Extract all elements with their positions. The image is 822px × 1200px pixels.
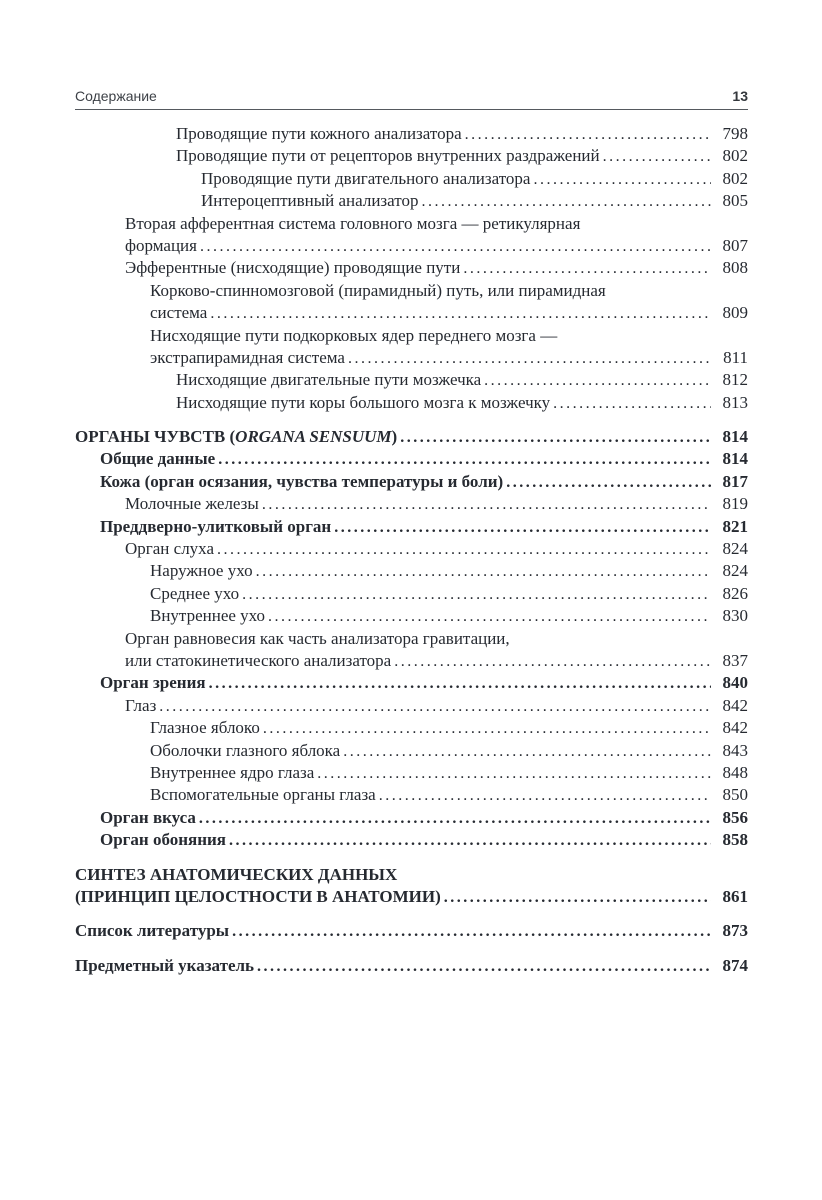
toc-entry-label: Орган вкуса — [100, 807, 196, 827]
toc-row — [75, 516, 748, 538]
toc-row — [75, 560, 748, 582]
toc-row — [75, 864, 748, 886]
toc-row — [75, 471, 748, 493]
toc-row — [75, 784, 748, 806]
toc-page-number: 811 — [723, 347, 748, 367]
toc-page-number: 861 — [722, 886, 748, 906]
toc-dot-leader — [200, 235, 711, 258]
toc-entry-label: система — [150, 303, 208, 323]
toc-entry-label: Вторая афферентная система головного мозга — ретикулярная — [125, 213, 581, 233]
toc-entry-label: ОРГАНЫ ЧУВСТВ ( — [75, 427, 236, 447]
toc-row — [75, 583, 748, 605]
toc-dot-leader — [465, 123, 711, 146]
toc-page-number: 873 — [722, 921, 748, 941]
toc-row — [75, 190, 748, 212]
toc-entry-label: (ПРИНЦИП ЦЕЛОСТНОСТИ В АНАТОМИИ) — [75, 886, 441, 906]
toc-entry-label: Наружное ухо — [150, 561, 253, 581]
toc-page-number: 848 — [722, 762, 748, 782]
toc-page-number: 843 — [722, 740, 748, 760]
toc-dot-leader — [217, 538, 711, 561]
toc-dot-leader — [334, 516, 711, 539]
toc-entry-label: экстрапирамидная система — [150, 347, 345, 367]
toc-row — [75, 886, 748, 908]
toc-row — [75, 672, 748, 694]
toc-dot-leader — [257, 955, 711, 978]
toc-entry-label: ) — [391, 427, 398, 447]
toc-dot-leader — [229, 829, 711, 852]
toc-entry-label: Вспомогательные органы глаза — [150, 785, 376, 805]
toc-dot-leader — [400, 426, 711, 449]
toc-dot-leader — [553, 392, 711, 415]
toc-row — [75, 257, 748, 279]
toc-page-number: 821 — [722, 516, 748, 536]
toc-row — [75, 762, 748, 784]
toc-entry-label: Среднее ухо — [150, 583, 240, 603]
toc-dot-leader — [421, 190, 711, 213]
toc-entry-label: Орган обоняния — [100, 830, 226, 850]
toc-dot-leader — [263, 717, 711, 740]
toc-entry-label: Кожа (орган осязания, чувства температуры и боли) — [100, 471, 504, 491]
toc-row — [75, 369, 748, 391]
toc-dot-leader — [484, 369, 711, 392]
toc-row — [75, 829, 748, 851]
toc-page-number: 814 — [722, 449, 748, 469]
toc-page-number: 840 — [722, 673, 748, 693]
toc-entry-label: Глазное яблоко — [150, 718, 260, 738]
toc-row — [75, 213, 748, 235]
toc-row — [75, 695, 748, 717]
toc-dot-leader — [444, 886, 711, 909]
toc-page-number: 824 — [722, 561, 748, 581]
toc-dot-leader — [256, 560, 711, 583]
toc-dot-leader — [209, 672, 711, 695]
toc-row — [75, 392, 748, 414]
toc-entry-label: СИНТЕЗ АНАТОМИЧЕСКИХ ДАННЫХ — [75, 864, 398, 884]
toc-page-number: 807 — [722, 235, 748, 255]
toc-page-number: 826 — [722, 583, 748, 603]
toc-page-number: 837 — [722, 650, 748, 670]
toc-row — [75, 280, 748, 302]
toc-entry-label: Нисходящие пути коры большого мозга к мозжечку — [176, 392, 551, 412]
toc-dot-leader — [533, 168, 711, 191]
toc-row — [75, 347, 748, 369]
toc-entry-label: Список литературы — [75, 921, 230, 941]
toc-dot-leader — [317, 762, 711, 785]
toc-page-number: 805 — [722, 191, 748, 211]
toc-dot-leader — [159, 695, 711, 718]
toc-entry-label: Проводящие пути двигательного анализатора — [201, 168, 531, 188]
toc-dot-leader — [242, 583, 711, 606]
toc-page-number: 802 — [722, 146, 748, 166]
toc-dot-leader — [379, 784, 711, 807]
toc-page-number: 842 — [722, 718, 748, 738]
toc-entry-label: Преддверно-улитковый орган — [100, 516, 332, 536]
toc-entry-label: Проводящие пути от рецепторов внутренних раздражений — [176, 146, 600, 166]
toc-dot-leader — [232, 920, 711, 943]
toc-page-number: 850 — [722, 785, 748, 805]
toc-entry-label: Интероцептивный анализатор — [201, 191, 419, 211]
toc-dot-leader — [506, 471, 711, 494]
toc-dot-leader — [210, 302, 711, 325]
toc-entry-label: Проводящие пути кожного анализатора — [176, 124, 462, 143]
toc-entry-label: Оболочки глазного яблока — [150, 740, 341, 760]
toc-row — [75, 145, 748, 167]
toc-dot-leader — [268, 605, 711, 628]
toc-entry-label: формация — [125, 235, 197, 255]
toc-entry-label: Эфферентные (нисходящие) проводящие пути — [125, 258, 461, 278]
toc-entry-latin-term: ORGANA SENSUUM — [235, 427, 392, 447]
header-rule — [75, 109, 748, 110]
toc-page-number: 798 — [722, 124, 748, 143]
toc-dot-leader — [343, 740, 711, 763]
toc-dot-leader — [348, 347, 711, 370]
toc-entry-label: Общие данные — [100, 449, 216, 469]
toc-dot-leader — [394, 650, 711, 673]
toc-dot-leader — [463, 257, 711, 280]
table-of-contents — [75, 123, 748, 977]
toc-row — [75, 235, 748, 257]
toc-row — [75, 955, 748, 977]
toc-entry-label: Корково-спинномозговой (пирамидный) путь, или пирамидная — [150, 280, 606, 300]
toc-entry-label: Внутреннее ядро глаза — [150, 762, 315, 782]
toc-entry-label: Внутреннее ухо — [150, 606, 266, 626]
toc-row — [75, 448, 748, 470]
toc-row — [75, 538, 748, 560]
toc-row — [75, 325, 748, 347]
toc-entry-label: Орган слуха — [125, 539, 214, 559]
toc-dot-leader — [603, 145, 711, 168]
toc-row — [75, 650, 748, 672]
page-content — [75, 88, 748, 977]
toc-row — [75, 740, 748, 762]
toc-entry-label: Предметный указатель — [75, 955, 255, 975]
toc-dot-leader — [218, 448, 711, 471]
toc-dot-leader — [262, 493, 711, 516]
toc-row — [75, 717, 748, 739]
toc-row — [75, 807, 748, 829]
toc-page-number: 808 — [722, 258, 748, 278]
toc-page-number: 812 — [722, 370, 748, 390]
toc-page-number: 817 — [722, 471, 748, 491]
toc-page-number: 802 — [722, 168, 748, 188]
toc-entry-label: Глаз — [125, 695, 157, 715]
toc-row — [75, 493, 748, 515]
toc-row — [75, 920, 748, 942]
toc-row — [75, 168, 748, 190]
toc-row — [75, 628, 748, 650]
toc-entry-label: Орган зрения — [100, 673, 206, 693]
toc-page-number: 830 — [722, 606, 748, 626]
header-page-number: 13 — [732, 88, 748, 104]
toc-page-number: 819 — [722, 494, 748, 514]
toc-page-number: 874 — [722, 955, 748, 975]
toc-page-number: 824 — [722, 539, 748, 559]
toc-page-number: 809 — [722, 303, 748, 323]
toc-entry-label: Нисходящие двигательные пути мозжечка — [176, 370, 482, 390]
toc-page-number: 842 — [722, 695, 748, 715]
toc-page-number: 856 — [722, 807, 748, 827]
toc-entry-label: или статокинетического анализатора — [125, 650, 392, 670]
toc-row — [75, 123, 748, 145]
toc-entry-label: Молочные железы — [125, 494, 259, 514]
toc-page-number: 814 — [722, 427, 748, 447]
toc-entry-label: Нисходящие пути подкорковых ядер переднего мозга — — [150, 325, 558, 345]
running-title: Содержание — [75, 88, 157, 104]
toc-dot-leader — [199, 807, 711, 830]
toc-row — [75, 302, 748, 324]
toc-page-number: 813 — [722, 392, 748, 412]
toc-row — [75, 426, 748, 448]
toc-page-number: 858 — [722, 830, 748, 850]
toc-entry-label: Орган равновесия как часть анализатора гравитации, — [125, 628, 510, 648]
toc-row — [75, 605, 748, 627]
page-header — [75, 88, 748, 104]
